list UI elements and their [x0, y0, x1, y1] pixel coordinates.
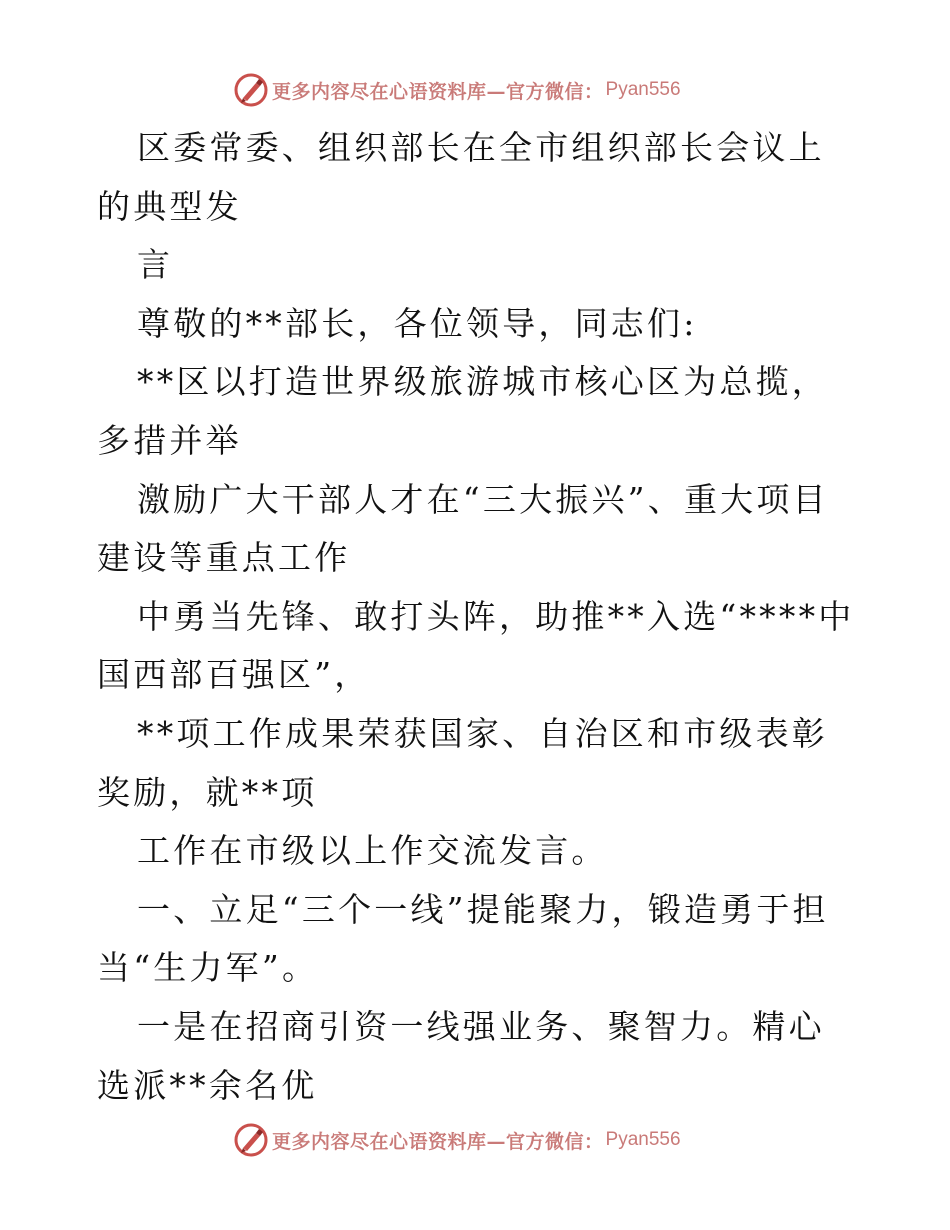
watermark-account: Pyan556: [605, 1129, 681, 1150]
paragraph: 一是在招商引资一线强业务、聚智力。精心选派**余名优: [97, 1006, 825, 1105]
paragraph-title-end: 言: [137, 245, 174, 285]
paragraph: 激励广大干部人才在“三大振兴”、重大项目建设等重点工作: [97, 479, 829, 578]
paragraph-title: 区委常委、组织部长在全市组织部长会议上的典型发: [97, 128, 825, 226]
paragraph: 工作在市级以上作交流发言。: [137, 831, 608, 871]
paragraph-salutation: 尊敬的**部长，各位领导，同志们:: [137, 303, 698, 343]
paragraph: **区以打造世界级旅游城市核心区为总揽，多措并举: [97, 362, 828, 460]
watermark-text: 更多内容尽在心语资料库—官方微信：: [272, 1130, 604, 1153]
watermark-account: Pyan556: [605, 79, 681, 100]
paragraph: **项工作成果荣获国家、自治区和市级表彰奖励，就**项: [97, 713, 828, 812]
pen-logo-icon: [234, 73, 268, 107]
pen-logo-icon: [234, 1123, 268, 1157]
watermark-header: [234, 70, 714, 110]
section-heading: 一、立足“三个一线”提能聚力，锻造勇于担当“生力军”。: [97, 889, 829, 988]
document-body: [97, 119, 857, 1115]
watermark-text: 更多内容尽在心语资料库—官方微信：: [272, 80, 604, 103]
paragraph: 中勇当先锋、敢打头阵，助推**入选“****中国西部百强区”，: [97, 596, 855, 695]
watermark-footer: [234, 1120, 714, 1160]
